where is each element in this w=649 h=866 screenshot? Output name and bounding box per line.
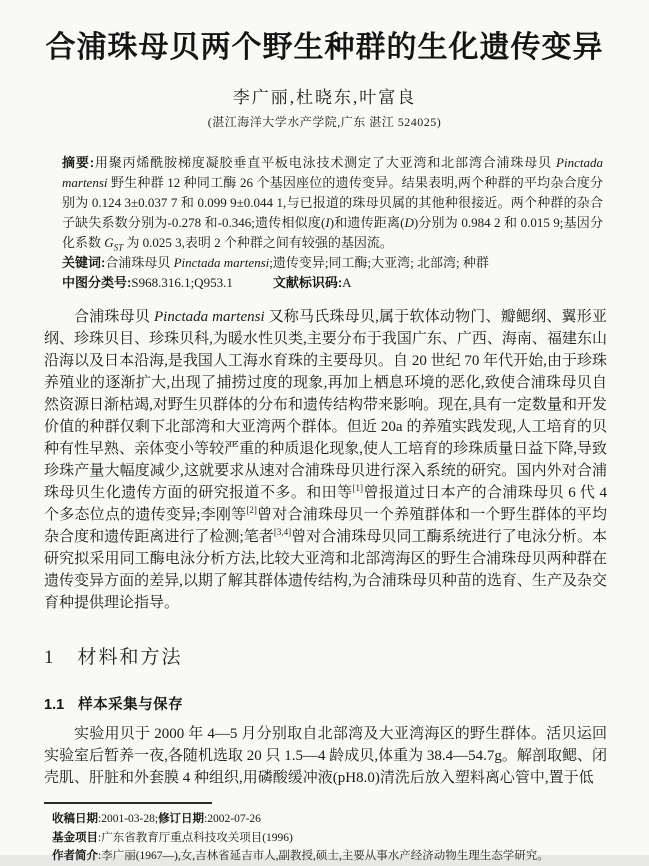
classification-line (62, 273, 603, 293)
species-name-italic: Pinctada martensi (62, 155, 603, 190)
abstract-paragraph (62, 153, 603, 253)
footnotes-block (52, 810, 613, 866)
reference-marker: [3,4] (273, 527, 292, 537)
author-bio-line (52, 847, 613, 866)
doc-code-value: A (342, 275, 352, 290)
fund-project-value: :广东省教育厅重点科技攻关项目(1996) (98, 831, 293, 844)
keywords-line (62, 253, 603, 273)
received-date-line (52, 810, 613, 829)
received-date-label: 收稿日期 (52, 813, 98, 825)
abstract-text: 为 0.025 3,表明 2 个种群之间有较强的基因流。 (123, 235, 393, 250)
genetic-distance-symbol: D (404, 215, 414, 230)
subsection-title: 样本采集与保存 (78, 697, 184, 713)
revised-date-value: :2002-07-26 (204, 813, 261, 825)
section-1-heading (44, 642, 649, 669)
reference-marker: [2] (246, 505, 257, 515)
abstract-block (62, 153, 603, 293)
fund-project-line (52, 829, 613, 848)
introduction-paragraph (44, 306, 607, 614)
abstract-label: 摘要: (62, 155, 95, 170)
section-number: 1 (44, 647, 54, 668)
reference-marker: [1] (352, 483, 364, 493)
gst-subscript: ST (113, 242, 124, 253)
received-date-value: :2001-03-28; (98, 813, 159, 825)
authors-line: 李广丽,杜晓东,叶富良 (232, 88, 417, 107)
clc-label: 中图分类号: (62, 275, 132, 290)
species-name-italic: Pinctada martensi (154, 309, 265, 325)
intro-text: 曾对合浦珠母贝一个养殖群体和一个野生群体的平均杂合度和遗传距离进行了检测;笔者 (44, 507, 607, 545)
section-title: 材料和方法 (77, 647, 183, 668)
keywords-text: 合浦珠母贝 (105, 255, 174, 270)
author-bio-label: 作者简介 (52, 850, 98, 862)
abstract-text: )和遗传距离( (329, 215, 405, 230)
author-bio-value: :李广丽(1967—),女,吉林省延吉市人,副教授,硕士,主要从事水产经济动物生理生态学研究。 (98, 850, 549, 862)
fund-project-label: 基金项目 (52, 831, 98, 844)
intro-text: 曾对合浦珠母贝同工酶系统进行了电泳分析。本研究拟采用同工酶电泳分析方法,比较大亚湾和北部湾海区的野生合浦珠母贝两种群在遗传变异方面的差异,以期了解其群体遗传结构,为合浦珠母贝种苗的选育、生产及杂交育种提供理论指导。 (44, 529, 607, 611)
intro-text: 合浦珠母贝 (74, 309, 155, 325)
doc-code-label: 文献标识码: (272, 275, 343, 290)
section-1-1-heading (44, 693, 649, 714)
intro-text: 曾报道过日本产的合浦珠母贝 6 代 4 个多态位点的遗传变异;李刚等 (44, 485, 607, 523)
intro-text: 又称马氏珠母贝,属于软体动物门、瓣鳃纲、翼形亚纲、珍珠贝目、珍珠贝科,为暖水性贝类,主要分布于我国广东、广西、海南、福建东山沿海以及日本沿海,是我国人工海水育珠的主要母贝。自 20 世纪 70 年代开始,由于珍珠养殖业的逐渐扩大,出现了捕捞过度的现象,再加上栖息环境的恶化,致使合浦珠母贝自然资源日渐枯竭,对野生贝群体的分布和遗传结构带来影响。现在,具有一定数量和开发价值的种群仅剩下北部湾和大亚湾两个群体。但近 20a 的养殖实践发现,人工培育的贝种有性早熟、亲体变小等较严重的种质退化现象,使人工培育的珍珠质量日益下降,导致珍珠产量大幅度减少,这就要求从速对合浦珠母贝进行深入系统的研究。国内外对合浦珠母贝生化遗传方面的研究报道不多。和田等 (44, 309, 607, 501)
gst-symbol: G (104, 235, 114, 250)
paper-title: 合浦珠母贝两个野生种群的生化遗传变异 (45, 31, 604, 64)
keywords-label: 关键词: (62, 255, 106, 270)
footnote-separator (44, 802, 212, 804)
keywords-text: ;遗传变异;同工酶;大亚湾; 北部湾; 种群 (269, 255, 489, 270)
revised-date-label: 修订日期 (158, 813, 205, 825)
abstract-text: 用聚丙烯酰胺梯度凝胶垂直平板电泳技术测定了大亚湾和北部湾合浦珠母贝 (94, 155, 557, 170)
affiliation-line: (湛江海洋大学水产学院,广东 湛江 524025) (207, 115, 442, 129)
methods-paragraph: 实验用贝于 2000 年 4—5 月分别取自北部湾及大亚湾海区的野生群体。活贝运回实验室后暂养一夜,各随机选取 20 只 1.5—4 龄成贝,体重为 38.4—54.7g。解剖取鳃、闭壳肌、肝脏和外套膜 4 种组织,用磷酸缓冲液(pH8.0)清洗后放入塑料离心管中,置于低 (44, 726, 607, 786)
genetic-identity-symbol: I (325, 215, 330, 230)
abstract-text: 野生种群 12 种同工酶 26 个基因座位的遗传变异。结果表明,两个种群的平均杂合度分别为 0.124 3±0.037 7 和 0.099 9±0.044 1,与已报道的珠母贝属的其他种很接近。两个种群的杂合子缺失系数分别为-0.278 和-0.346;遗传相似度( (62, 175, 603, 230)
species-name-italic: Pinctada martensi (173, 255, 270, 270)
subsection-number: 1.1 (44, 697, 65, 713)
abstract-text: )分别为 0.984 2 和 0.015 9;基因分化系数 (62, 215, 603, 250)
clc-value: S968.316.1;Q953.1 (131, 275, 233, 290)
